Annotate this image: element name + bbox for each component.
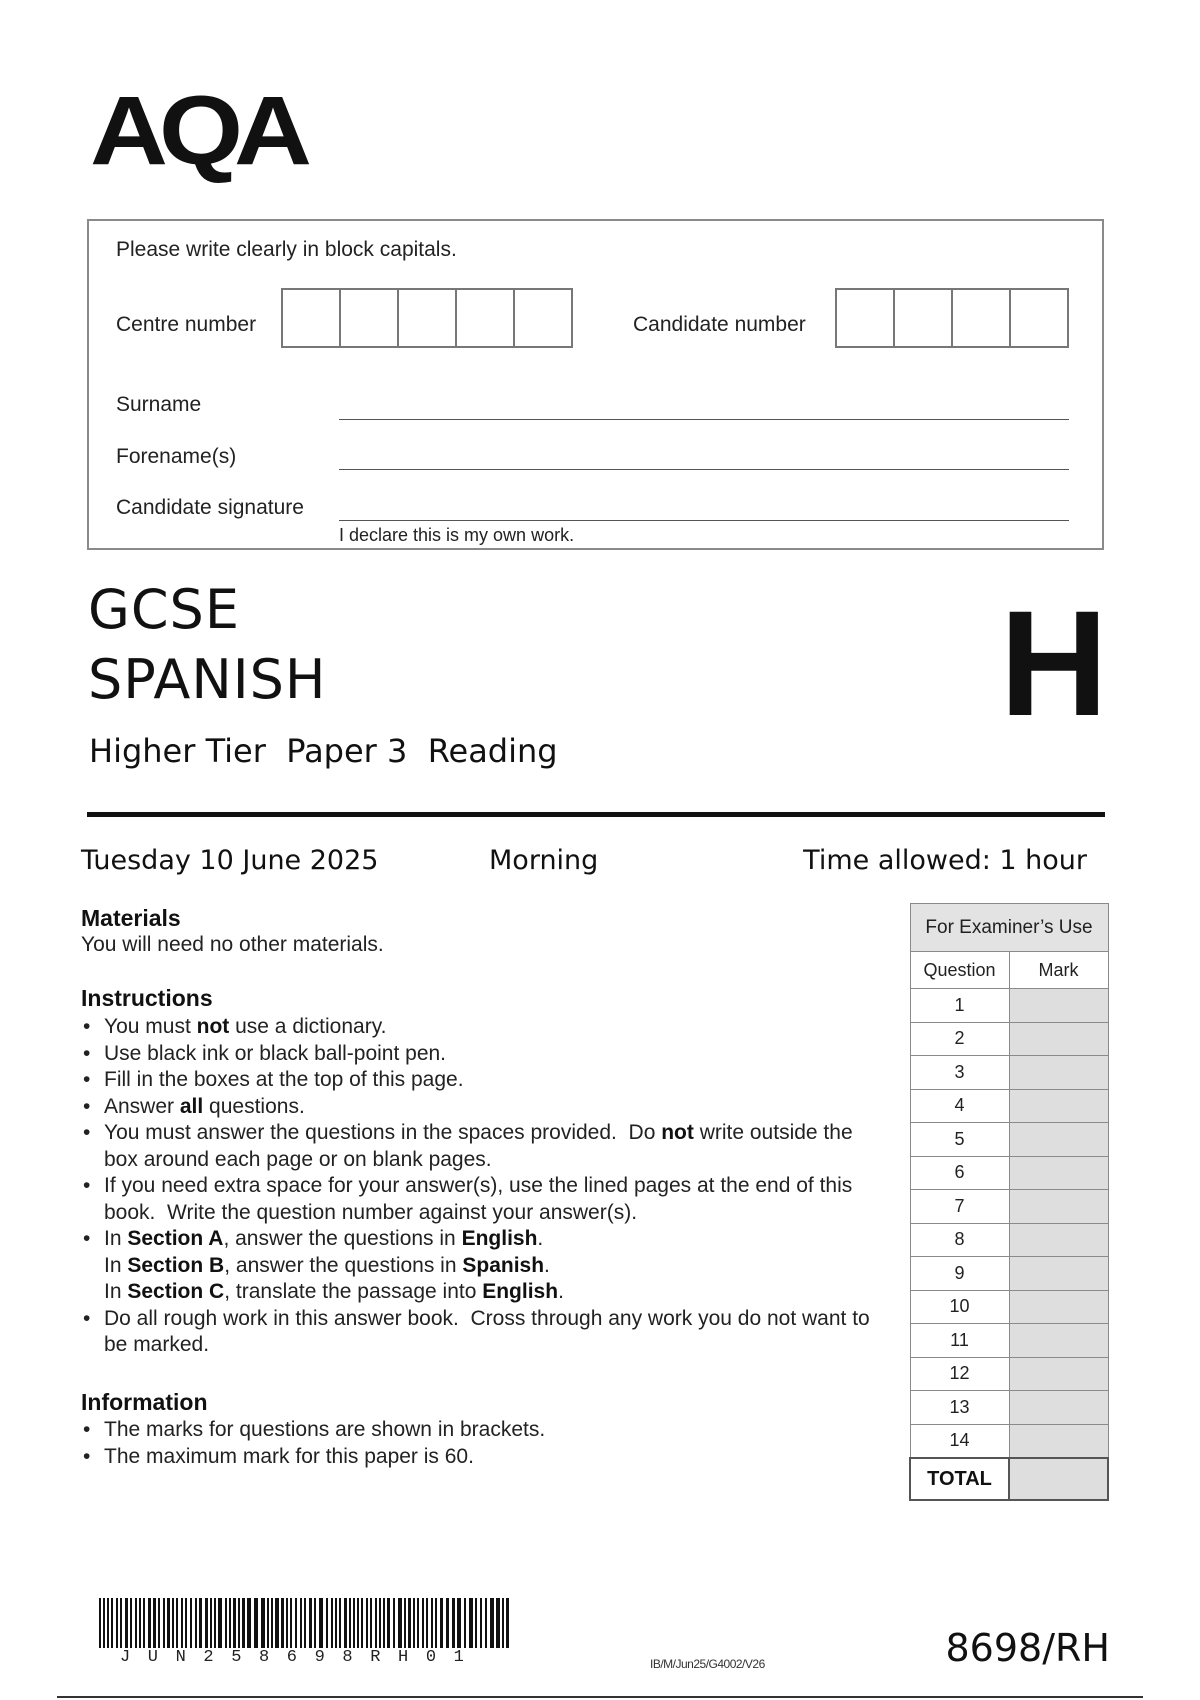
candidate-number-digit-box[interactable] xyxy=(1011,290,1067,346)
barcode-bar xyxy=(349,1598,351,1648)
barcode-bar xyxy=(326,1598,328,1648)
examiner-table-row xyxy=(910,1290,1108,1324)
barcode-bar xyxy=(195,1598,197,1648)
barcode-bar xyxy=(176,1598,178,1648)
barcode-bar xyxy=(490,1598,494,1648)
examiner-table-row xyxy=(910,1022,1108,1056)
paper-subtitle: Higher Tier Paper 3 Reading xyxy=(89,732,558,770)
instruction-item: • You must answer the questions in the spaces provided. Do not write outside the box around each page or on blank pages. xyxy=(81,1120,871,1173)
question-number-cell: 8 xyxy=(910,1223,1009,1257)
instruction-item: • Use black ink or black ball-point pen. xyxy=(81,1041,871,1068)
barcode-bar xyxy=(506,1598,509,1648)
barcode-bar xyxy=(469,1598,473,1648)
barcode-bar xyxy=(335,1598,337,1648)
mark-cell xyxy=(1009,1156,1108,1190)
barcode-bar xyxy=(238,1598,240,1648)
question-number-cell: 7 xyxy=(910,1190,1009,1224)
question-number-cell: 3 xyxy=(910,1056,1009,1090)
barcode-bar xyxy=(383,1598,385,1648)
instruction-item: • You must not use a dictionary. xyxy=(81,1014,871,1041)
forename-line[interactable] xyxy=(339,469,1069,470)
barcode-bar xyxy=(413,1598,415,1648)
examiner-table-row xyxy=(910,1056,1108,1090)
barcode-bar xyxy=(496,1598,500,1648)
barcode-bar xyxy=(387,1598,390,1648)
barcode-bar xyxy=(199,1598,202,1648)
barcode-bar xyxy=(357,1598,359,1648)
mark-cell xyxy=(1009,1223,1108,1257)
barcode-bar xyxy=(440,1598,443,1648)
total-mark-cell xyxy=(1009,1458,1108,1500)
block-capitals-instruction: Please write clearly in block capitals. xyxy=(116,238,457,261)
barcode-bar xyxy=(261,1598,265,1648)
mark-cell xyxy=(1009,1257,1108,1291)
instruction-item: • In Section A, answer the questions in English. In Section B, answer the questions in Spanish. In Section C, translate the passage into English. xyxy=(81,1226,871,1306)
question-number-cell: 5 xyxy=(910,1123,1009,1157)
instructions-list xyxy=(81,1014,876,1359)
question-number-cell: 4 xyxy=(910,1089,1009,1123)
barcode-bar xyxy=(111,1598,113,1648)
declaration-text: I declare this is my own work. xyxy=(339,525,575,545)
barcode-bar xyxy=(218,1598,222,1648)
candidate-number-boxes xyxy=(835,288,1069,348)
barcode-bar xyxy=(233,1598,236,1648)
examiner-table-row xyxy=(910,989,1108,1023)
mark-cell xyxy=(1009,1391,1108,1425)
question-number-cell: 6 xyxy=(910,1156,1009,1190)
mark-cell xyxy=(1009,1357,1108,1391)
surname-line[interactable] xyxy=(339,419,1069,420)
surname-label: Surname xyxy=(116,393,202,416)
barcode-bar xyxy=(502,1598,504,1648)
barcode-bar xyxy=(485,1598,487,1648)
barcode-bar xyxy=(99,1598,101,1648)
barcode-bar xyxy=(281,1598,284,1648)
barcode-bar xyxy=(158,1598,160,1648)
barcode-bar xyxy=(366,1598,368,1648)
signature-label: Candidate signature xyxy=(116,496,304,519)
barcode-bar xyxy=(120,1598,122,1648)
mark-cell xyxy=(1009,1424,1108,1458)
barcode-bar xyxy=(408,1598,411,1648)
centre-number-digit-box[interactable] xyxy=(399,290,457,346)
information-item: • The marks for questions are shown in brackets. xyxy=(81,1417,871,1444)
barcode-bar xyxy=(103,1598,105,1648)
examiner-table-row xyxy=(910,1391,1108,1425)
barcode-bar xyxy=(475,1598,477,1648)
mark-cell xyxy=(1009,1324,1108,1358)
barcode-bar xyxy=(181,1598,183,1648)
mark-cell xyxy=(1009,1089,1108,1123)
barcode-bar xyxy=(143,1598,145,1648)
exam-session: Morning xyxy=(489,845,599,876)
examiner-table-row xyxy=(910,1257,1108,1291)
barcode-bar xyxy=(271,1598,273,1648)
examiner-table-row xyxy=(910,1089,1108,1123)
barcode-bar xyxy=(229,1598,231,1648)
barcode-bar xyxy=(361,1598,363,1648)
candidate-number-label: Candidate number xyxy=(633,313,806,336)
barcode-bar xyxy=(435,1598,437,1648)
barcode-bar xyxy=(242,1598,245,1648)
examiner-use-heading: For Examiner’s Use xyxy=(910,904,1108,952)
barcode-bar xyxy=(417,1598,419,1648)
question-number-cell: 10 xyxy=(910,1290,1009,1324)
barcode-bar xyxy=(319,1598,323,1648)
barcode-bar xyxy=(185,1598,187,1648)
centre-number-digit-box[interactable] xyxy=(515,290,571,346)
candidate-number-digit-box[interactable] xyxy=(953,290,1011,346)
subject-title: SPANISH xyxy=(88,648,327,711)
question-number-cell: 9 xyxy=(910,1257,1009,1291)
barcode-bar xyxy=(148,1598,151,1648)
barcode-bar xyxy=(267,1598,269,1648)
centre-number-digit-box[interactable] xyxy=(283,290,341,346)
examiner-table-row xyxy=(910,1357,1108,1391)
mark-cell xyxy=(1009,989,1108,1023)
barcode xyxy=(99,1598,509,1648)
centre-number-label: Centre number xyxy=(116,313,257,336)
barcode-bar xyxy=(309,1598,312,1648)
centre-number-digit-box[interactable] xyxy=(457,290,515,346)
barcode-bar xyxy=(214,1598,216,1648)
barcode-bar xyxy=(314,1598,316,1648)
instructions-heading: Instructions xyxy=(81,985,213,1011)
barcode-bar xyxy=(247,1598,251,1648)
mark-cell xyxy=(1009,1123,1108,1157)
question-number-cell: 13 xyxy=(910,1391,1009,1425)
examiner-table-row xyxy=(910,1223,1108,1257)
mark-cell xyxy=(1009,1290,1108,1324)
barcode-bar xyxy=(300,1598,302,1648)
barcode-bar xyxy=(172,1598,174,1648)
barcode-bar xyxy=(353,1598,355,1648)
barcode-bar xyxy=(404,1598,406,1648)
mark-cell xyxy=(1009,1022,1108,1056)
barcode-bar xyxy=(304,1598,306,1648)
question-number-cell: 11 xyxy=(910,1324,1009,1358)
barcode-bar xyxy=(426,1598,428,1648)
materials-heading: Materials xyxy=(81,905,181,931)
examiner-table-row xyxy=(910,1156,1108,1190)
materials-text: You will need no other materials. xyxy=(81,933,384,956)
barcode-text: JUN258698RH01 xyxy=(120,1648,482,1667)
paper-code: 8698/RH xyxy=(945,1626,1110,1670)
barcode-bar xyxy=(254,1598,258,1648)
barcode-bar xyxy=(275,1598,279,1648)
barcode-bar xyxy=(163,1598,165,1648)
examiner-table-row xyxy=(910,1190,1108,1224)
barcode-bar xyxy=(370,1598,372,1648)
title-divider xyxy=(87,812,1105,817)
question-number-cell: 14 xyxy=(910,1424,1009,1458)
mark-cell xyxy=(1009,1056,1108,1090)
barcode-bar xyxy=(379,1598,381,1648)
time-allowed: Time allowed: 1 hour xyxy=(803,845,1087,876)
aqa-logo: AQA xyxy=(90,75,303,185)
barcode-bar xyxy=(107,1598,109,1648)
barcode-bar xyxy=(398,1598,402,1648)
question-number-cell: 2 xyxy=(910,1022,1009,1056)
tier-letter: H xyxy=(999,579,1108,747)
barcode-bar xyxy=(205,1598,208,1648)
forename-label: Forename(s) xyxy=(116,445,237,468)
mark-cell xyxy=(1009,1190,1108,1224)
examiner-table-row xyxy=(910,1123,1108,1157)
barcode-bar xyxy=(295,1598,297,1648)
barcode-bar xyxy=(393,1598,395,1648)
total-label: TOTAL xyxy=(910,1458,1009,1500)
barcode-bar xyxy=(464,1598,466,1648)
page-bottom-rule xyxy=(57,1696,1143,1698)
question-number-cell: 12 xyxy=(910,1357,1009,1391)
barcode-bar xyxy=(446,1598,449,1648)
exam-date: Tuesday 10 June 2025 xyxy=(81,845,379,876)
signature-line[interactable] xyxy=(339,520,1069,521)
candidate-details-box xyxy=(87,219,1104,550)
instruction-item: • Do all rough work in this answer book. Cross through any work you do not want to be marked. xyxy=(81,1306,871,1359)
barcode-bar xyxy=(225,1598,227,1648)
candidate-number-digit-box[interactable] xyxy=(895,290,953,346)
examiner-use-table xyxy=(909,903,1109,1501)
barcode-bar xyxy=(130,1598,132,1648)
barcode-bar xyxy=(286,1598,288,1648)
barcode-bar xyxy=(457,1598,461,1648)
barcode-bar xyxy=(125,1598,128,1648)
barcode-bar xyxy=(210,1598,212,1648)
instruction-item: • Fill in the boxes at the top of this page. xyxy=(81,1067,871,1094)
barcode-bar xyxy=(139,1598,141,1648)
instruction-item: • Answer all questions. xyxy=(81,1094,871,1121)
barcode-bar xyxy=(452,1598,455,1648)
qualification-title: GCSE xyxy=(88,578,240,641)
question-number-cell: 1 xyxy=(910,989,1009,1023)
centre-number-digit-box[interactable] xyxy=(341,290,399,346)
barcode-bar xyxy=(153,1598,156,1648)
information-item: • The maximum mark for this paper is 60. xyxy=(81,1444,871,1471)
examiner-table-row xyxy=(910,1424,1108,1458)
barcode-bar xyxy=(290,1598,292,1648)
barcode-bar xyxy=(190,1598,192,1648)
reference-code: IB/M/Jun25/G4002/V26 xyxy=(650,1657,765,1671)
question-column-header: Question xyxy=(910,952,1009,989)
candidate-number-digit-box[interactable] xyxy=(837,290,895,346)
information-list xyxy=(81,1417,871,1470)
barcode-bar xyxy=(339,1598,341,1648)
information-heading: Information xyxy=(81,1389,208,1415)
barcode-bar xyxy=(344,1598,347,1648)
barcode-bar xyxy=(116,1598,118,1648)
centre-number-boxes xyxy=(281,288,573,348)
instruction-item: • If you need extra space for your answer(s), use the lined pages at the end of this book. Write the question number against your answer(s). xyxy=(81,1173,871,1226)
barcode-bar xyxy=(375,1598,377,1648)
barcode-bar xyxy=(135,1598,137,1648)
examiner-table-row xyxy=(910,1324,1108,1358)
barcode-bar xyxy=(422,1598,424,1648)
barcode-bar xyxy=(480,1598,482,1648)
barcode-bar xyxy=(167,1598,170,1648)
mark-column-header: Mark xyxy=(1009,952,1108,989)
barcode-bar xyxy=(331,1598,333,1648)
barcode-bar xyxy=(431,1598,433,1648)
